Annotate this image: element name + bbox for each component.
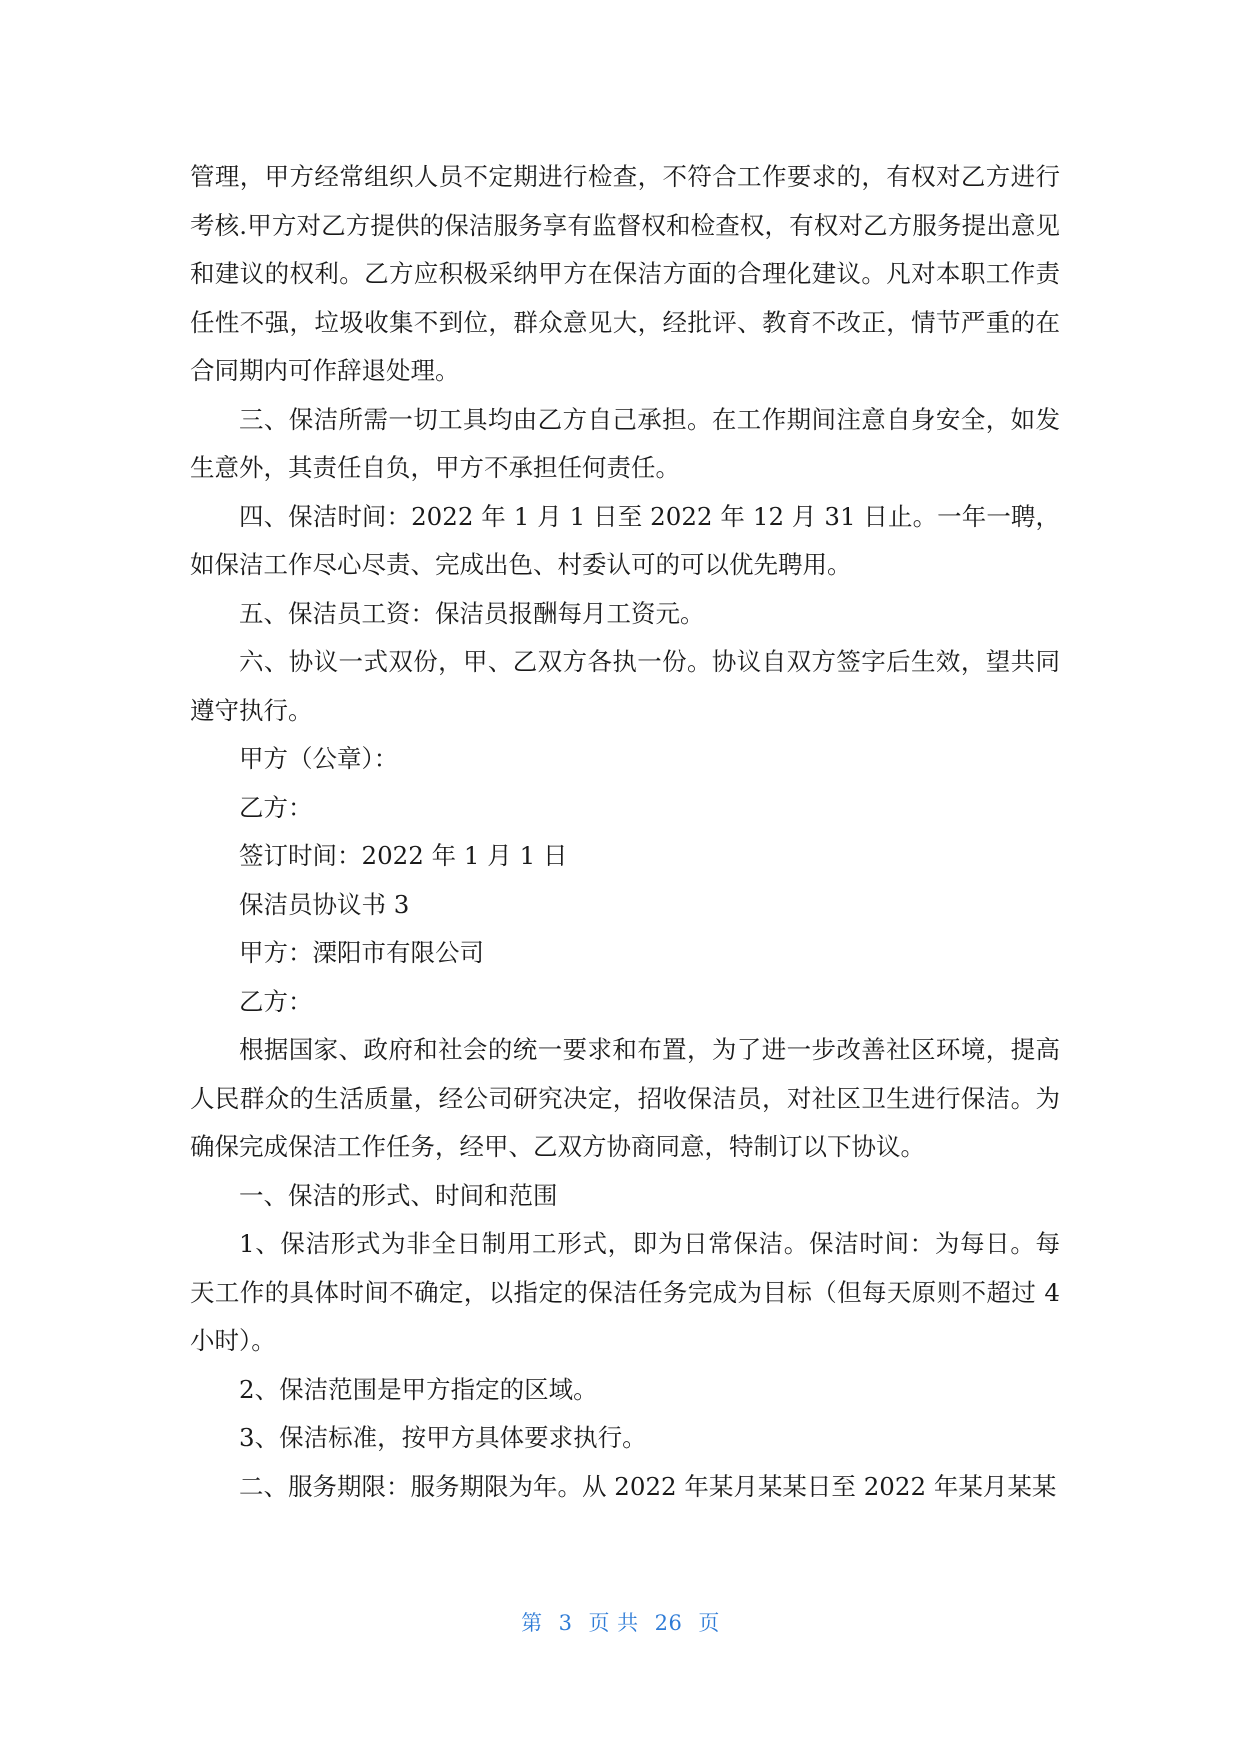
- paragraph: 2、保洁范围是甲方指定的区域。: [239, 1374, 598, 1404]
- paragraph: 管理，甲方经常组织人员不定期进行检查，不符合工作要求的，有权对乙方进行考核.甲方对乙方提供的保洁服务享有监督权和检查权，有权对乙方服务提出意见和建议的权利。乙方应积极采纳甲方在保洁方面的合理化建议。凡对本职工作责任性不强，垃圾收集不到位，群众意见大，经批评、教育不改正，情节严重的在合同期内可作辞退处理。: [190, 162, 1060, 385]
- paragraph: 二、服务期限：服务期限为年。从 2022 年某月某某日至 2022 年某月某某: [239, 1471, 1057, 1501]
- footer-label-middle: 页 共: [588, 1611, 639, 1635]
- footer-label-suffix: 页: [698, 1611, 720, 1635]
- paragraph: 四、保洁时间：2022 年 1 月 1 日至 2022 年 12 月 31 日止。一年一聘，如保洁工作尽心尽责、完成出色、村委认可的可以优先聘用。: [190, 501, 1060, 579]
- paragraph: 根据国家、政府和社会的统一要求和布置，为了进一步改善社区环境，提高人民群众的生活质量，经公司研究决定，招收保洁员，对社区卫生进行保洁。为确保完成保洁工作任务，经甲、乙双方协商同意，特制订以下协议。: [190, 1035, 1060, 1161]
- party-b-name: 乙方：: [239, 986, 313, 1016]
- paragraph: 3、保洁标准，按甲方具体要求执行。: [239, 1423, 647, 1452]
- paragraph: 三、保洁所需一切工具均由乙方自己承担。在工作期间注意自身安全，如发生意外，其责任自负，甲方不承担任何责任。: [190, 404, 1060, 482]
- paragraph: 1、保洁形式为非全日制用工形式，即为日常保洁。保洁时间：为每日。每天工作的具体时间不确定，以指定的保洁任务完成为目标（但每天原则不超过 4 小时）。: [190, 1229, 1060, 1355]
- paragraph: 六、协议一式双份，甲、乙双方各执一份。协议自双方签字后生效，望共同遵守执行。: [190, 647, 1060, 725]
- current-page-number: 3: [558, 1611, 573, 1635]
- clause-heading: 一、保洁的形式、时间和范围: [239, 1180, 558, 1210]
- footer-label-prefix: 第: [521, 1611, 543, 1635]
- signature-party-a: 甲方（公章）：: [239, 744, 399, 773]
- party-a-name: 甲方：溧阳市有限公司: [239, 938, 484, 967]
- page-number-footer: [0, 1607, 1241, 1637]
- signing-date: 签订时间：2022 年 1 月 1 日: [239, 841, 568, 870]
- signature-party-b: 乙方：: [239, 792, 313, 822]
- total-pages-number: 26: [654, 1611, 683, 1635]
- document-body: [190, 153, 1060, 1511]
- paragraph: 五、保洁员工资：保洁员报酬每月工资元。: [239, 598, 705, 628]
- section-title: 保洁员协议书 3: [239, 889, 410, 919]
